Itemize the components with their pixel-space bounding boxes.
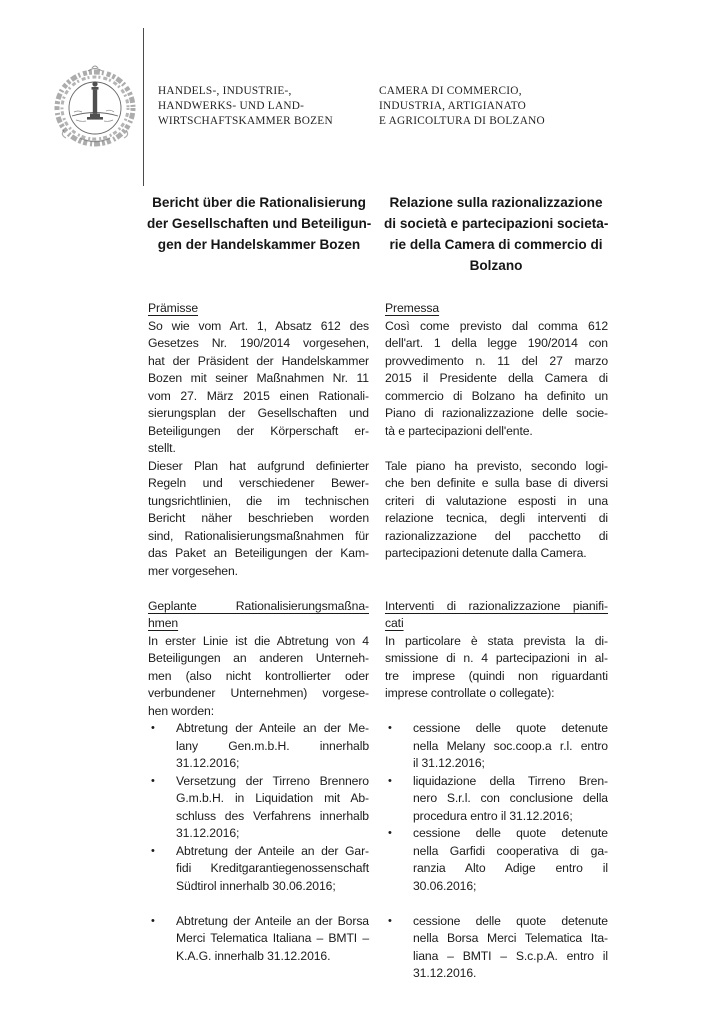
org-name-italian bbox=[379, 84, 545, 130]
title-line: gen der Handelskammer Bozen bbox=[157, 237, 361, 252]
text-line: Bozen mit seiner Maßnahmen Nr. 11 bbox=[148, 371, 369, 385]
org-name-line: WIRTSCHAFTSKAMMER BOZEN bbox=[158, 115, 333, 128]
title-line: Relazione sulla razionalizzazione bbox=[389, 195, 603, 210]
paragraph bbox=[385, 458, 608, 563]
text-line: men (also nicht kontrollierter oder bbox=[148, 668, 369, 683]
text-line: verbundener Unternehmen) vorgese- bbox=[148, 686, 369, 700]
section-heading bbox=[385, 300, 608, 318]
bullet-text bbox=[413, 720, 608, 773]
text-line: nella Melany soc.coop.a r.l. entro bbox=[413, 738, 608, 753]
document-title-german bbox=[147, 192, 371, 255]
bullet-marker-icon: • bbox=[388, 827, 392, 839]
text-line: hen worden: bbox=[148, 703, 214, 718]
text-line: Gesetzes Nr. 190/2014 vorgesehen, bbox=[148, 336, 369, 350]
text-line: partecipazioni detenute dalla Camera. bbox=[385, 546, 587, 560]
text-line: Abtretung der Anteile an der Gar- bbox=[176, 843, 369, 858]
bullet-marker-icon: • bbox=[388, 722, 392, 734]
text-line: Südtirol innerhalb 30.06.2016; bbox=[176, 878, 336, 893]
text-line: Dieser Plan hat aufgrund definierter bbox=[148, 458, 369, 473]
text-line: 31.12.2016; bbox=[176, 826, 240, 840]
text-line: sierungsplan der Gesellschaften und bbox=[148, 406, 369, 420]
text-line: Beteiligungen an anderen Unterneh- bbox=[148, 651, 369, 665]
text-line: dell'art. 1 della legge 190/2014 con bbox=[385, 336, 608, 350]
bullet-marker-icon: • bbox=[151, 774, 155, 787]
bullet-text bbox=[413, 913, 608, 983]
spacer bbox=[385, 895, 608, 913]
text-line: 30.06.2016; bbox=[413, 878, 477, 893]
paragraph bbox=[148, 633, 369, 721]
text-line: Geplante Rationalisierungsmaßna- bbox=[148, 598, 369, 613]
org-name-line: E AGRICOLTURA DI BOLZANO bbox=[379, 115, 545, 128]
bullet-text bbox=[176, 773, 369, 843]
text-line: 2015 il Presidente della Camera di bbox=[385, 371, 608, 385]
section-heading bbox=[148, 598, 369, 633]
org-name-line: CAMERA DI COMMERCIO, bbox=[379, 85, 522, 97]
text-line: In erster Linie ist die Abtretung von 4 bbox=[148, 633, 369, 648]
text-line: Interventi di razionalizzazione pianifi- bbox=[385, 598, 608, 613]
text-line: Piano di razionalizzazione delle socie- bbox=[385, 406, 608, 420]
title-line: der Gesellschaften und Beteiligun- bbox=[147, 216, 372, 231]
text-line: imprese controllate o collegate): bbox=[385, 686, 555, 700]
section-heading bbox=[385, 598, 608, 633]
german-text-column bbox=[148, 300, 369, 965]
text-line: Abtretung der Anteile an der Me- bbox=[176, 721, 369, 735]
bullet-marker-icon: • bbox=[151, 914, 155, 927]
bullet-text bbox=[413, 773, 608, 826]
text-line: commercio di Bolzano ha definito un bbox=[385, 388, 608, 403]
text-line: tre imprese (quindi non riguardanti bbox=[385, 668, 608, 683]
text-line: nero S.r.l. con conclusione della bbox=[413, 791, 608, 805]
text-line: Abtretung der Anteile an der Borsa bbox=[176, 913, 369, 928]
text-line: nella Garfidi cooperativa di ga- bbox=[413, 843, 608, 858]
text-line: hmen bbox=[148, 616, 179, 630]
org-name-line: HANDELS-, INDUSTRIE-, bbox=[158, 85, 292, 97]
spacer bbox=[385, 563, 608, 598]
text-line: nella Borsa Merci Telematica Ita- bbox=[413, 931, 608, 945]
text-line: Merci Telematica Italiana – BMTI – bbox=[176, 931, 369, 945]
bullet-marker-icon: • bbox=[151, 844, 155, 857]
bullet-marker-icon: • bbox=[388, 914, 392, 927]
text-line: vom 27. März 2015 einen Rationali- bbox=[148, 388, 369, 403]
text-line: liana – BMTI – S.c.p.A. entro il bbox=[413, 948, 608, 963]
text-line: cessione delle quote detenute bbox=[413, 721, 608, 735]
text-line: sind, Rationalisierungsmaßnahmen für bbox=[148, 528, 369, 543]
bullet-text bbox=[176, 843, 369, 896]
title-line: Bolzano bbox=[469, 258, 523, 273]
bullet-item bbox=[148, 773, 369, 843]
text-line: Bericht näher beschrieben worden bbox=[148, 511, 369, 525]
text-line: Tale piano ha previsto, secondo logi- bbox=[385, 458, 608, 473]
text-line: tà e partecipazioni dell'ente. bbox=[385, 423, 533, 438]
title-line: Bericht über die Rationalisierung bbox=[152, 195, 366, 210]
paragraph bbox=[385, 318, 608, 441]
chamber-crest-icon bbox=[52, 64, 138, 150]
text-line: liquidazione della Tirreno Bren- bbox=[413, 773, 608, 788]
title-line: di società e partecipazioni societa- bbox=[384, 216, 609, 231]
text-line: G.m.b.H. in Liquidation mit Ab- bbox=[176, 791, 369, 805]
text-line: hat der Präsident der Handelskammer bbox=[148, 353, 369, 368]
italian-text-column bbox=[385, 300, 608, 983]
section-heading bbox=[148, 300, 369, 318]
bullet-marker-icon: • bbox=[388, 774, 392, 787]
text-line: K.A.G. innerhalb 31.12.2016. bbox=[176, 948, 331, 963]
spacer bbox=[385, 703, 608, 721]
paragraph bbox=[385, 633, 608, 703]
spacer bbox=[385, 440, 608, 458]
text-line: smissione di n. 4 partecipazioni in al- bbox=[385, 651, 608, 665]
bullet-item bbox=[385, 773, 608, 826]
text-line: ranzia Alto Adige entro il bbox=[413, 861, 608, 875]
org-name-line: INDUSTRIA, ARTIGIANATO bbox=[379, 100, 527, 113]
text-line: razionalizzazione del pacchetto di bbox=[385, 528, 608, 543]
spacer bbox=[148, 580, 369, 598]
text-line: In particolare è stata prevista la di- bbox=[385, 633, 608, 648]
text-line: Versetzung der Tirreno Brennero bbox=[176, 773, 369, 788]
text-line: 31.12.2016. bbox=[413, 966, 477, 980]
bullet-text bbox=[176, 913, 369, 966]
bullet-text bbox=[176, 720, 369, 773]
title-line: rie della Camera di commercio di bbox=[389, 237, 603, 252]
text-line: che ben definite e sulla base di diversi bbox=[385, 476, 608, 490]
bullet-item bbox=[148, 843, 369, 896]
bullet-item bbox=[148, 913, 369, 966]
bullet-marker-icon: • bbox=[151, 722, 155, 734]
text-line: il 31.12.2016; bbox=[413, 756, 485, 770]
text-line: tungsrichtlinien, die im technischen bbox=[148, 493, 369, 508]
text-line: schluss des Verfahrens innerhalb bbox=[176, 808, 369, 823]
text-line: mer vorgesehen. bbox=[148, 563, 238, 578]
text-line: Beteiligungen der Körperschaft er- bbox=[148, 423, 369, 438]
text-line: Regeln und verschiedener Bewer- bbox=[148, 476, 369, 490]
text-line: cessione delle quote detenute bbox=[413, 913, 608, 928]
bullet-item bbox=[385, 913, 608, 983]
text-line: fidi Kreditgarantiegenossenschaft bbox=[176, 861, 369, 875]
text-line: Premessa bbox=[385, 301, 440, 315]
text-line: relazione tecnica, degli interventi di bbox=[385, 511, 608, 525]
text-line: stellt. bbox=[148, 441, 176, 455]
bullet-text bbox=[413, 825, 608, 895]
paragraph bbox=[148, 318, 369, 458]
text-line: provvedimento n. 11 del 27 marzo bbox=[385, 353, 608, 368]
bullet-item bbox=[385, 720, 608, 773]
text-line: cati bbox=[385, 616, 404, 630]
text-line: Così come previsto dal comma 612 bbox=[385, 318, 608, 333]
paragraph bbox=[148, 458, 369, 581]
text-line: lany Gen.m.b.H. innerhalb bbox=[176, 738, 369, 753]
document-title-italian bbox=[384, 192, 608, 276]
text-line: cessione delle quote detenute bbox=[413, 826, 608, 840]
text-line: das Paket an Beteiligungen der Kam- bbox=[148, 546, 369, 560]
bullet-item bbox=[148, 720, 369, 773]
text-line: 31.12.2016; bbox=[176, 756, 240, 770]
text-line: So wie vom Art. 1, Absatz 612 des bbox=[148, 318, 369, 333]
org-name-german bbox=[158, 84, 333, 130]
text-line: criteri di valutazione esposti in una bbox=[385, 493, 608, 508]
text-line: procedura entro il 31.12.2016; bbox=[413, 808, 573, 823]
bullet-item bbox=[385, 825, 608, 895]
text-line: Prämisse bbox=[148, 301, 198, 315]
org-name-line: HANDWERKS- UND LAND- bbox=[158, 100, 305, 113]
header-divider-line bbox=[143, 28, 144, 186]
spacer bbox=[148, 895, 369, 913]
